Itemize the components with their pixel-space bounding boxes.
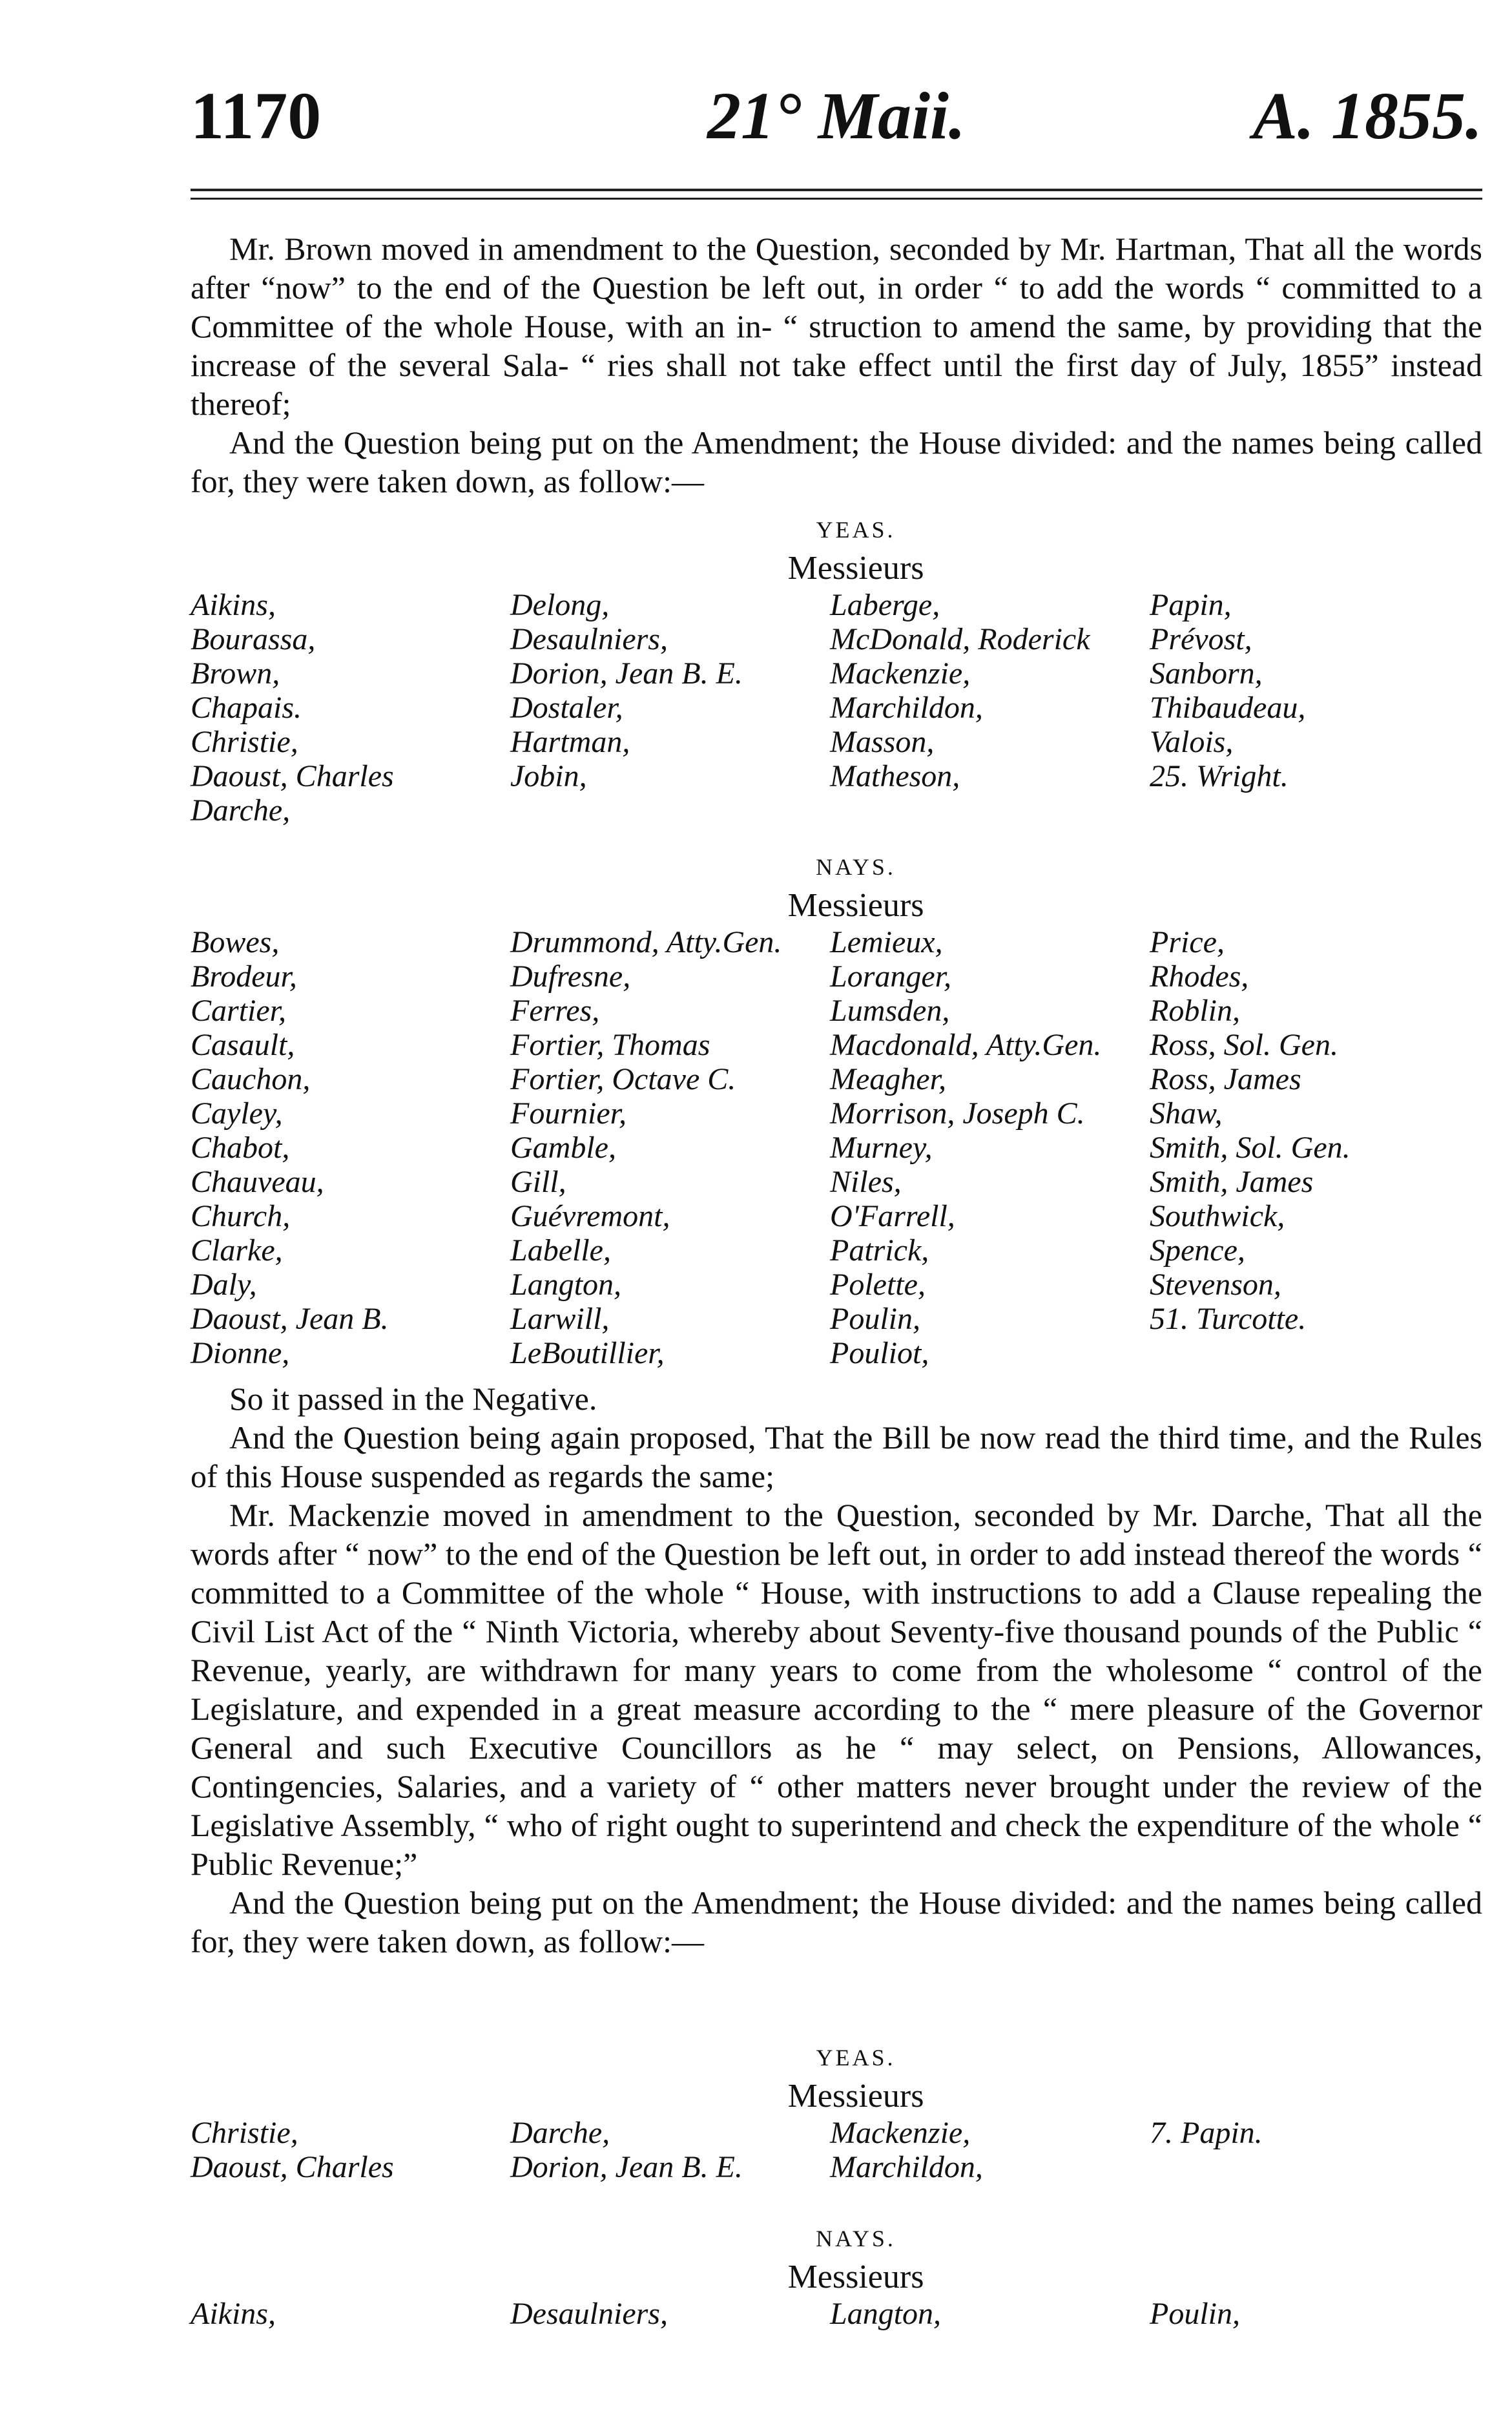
member-name: LeBoutillier,: [510, 1336, 665, 1370]
member-name: Polette,: [830, 1268, 926, 1302]
nays-label: NAYS.: [816, 854, 896, 880]
member-name: Darche,: [191, 793, 291, 828]
member-name: Chapais.: [191, 691, 302, 725]
yeas-name-list: [191, 588, 1482, 828]
member-name: Dorion, Jean B. E.: [510, 656, 743, 691]
member-name: Matheson,: [830, 759, 960, 793]
member-name: Sanborn,: [1150, 656, 1263, 691]
division-1-intro: And the Question being put on the Amendment; the House divided: and the names being called for, they were taken down, as follow:—: [191, 424, 1482, 499]
member-name: Spence,: [1150, 1233, 1245, 1268]
division-2-nays: [191, 2219, 1482, 2331]
member-name: Thibaudeau,: [1150, 691, 1306, 725]
member-name: Mackenzie,: [830, 656, 971, 691]
member-name: Price,: [1150, 925, 1225, 959]
member-name: Larwill,: [510, 1302, 610, 1336]
nays-name-list: [191, 2297, 1482, 2331]
messieurs-label: Messieurs: [787, 2259, 924, 2295]
messieurs-label: Messieurs: [787, 550, 924, 587]
member-name: [1150, 793, 1482, 828]
page-number: 1170: [191, 79, 322, 153]
member-name: [1150, 2150, 1482, 2184]
member-name: 7. Papin.: [1150, 2116, 1263, 2150]
member-name: Rhodes,: [1150, 959, 1249, 994]
member-name: Fortier, Octave C.: [510, 1062, 736, 1096]
member-name: Hartman,: [510, 725, 630, 759]
member-name: Poulin,: [1150, 2297, 1240, 2331]
member-name: Daly,: [191, 1268, 257, 1302]
member-name: Fortier, Thomas: [510, 1028, 710, 1062]
member-name: Chauveau,: [191, 1165, 324, 1199]
member-name: Casault,: [191, 1028, 295, 1062]
member-name: [1150, 1336, 1482, 1370]
member-name: Aikins,: [191, 2297, 276, 2331]
division-2-intro: And the Question being put on the Amendment; the House divided: and the names being called for, they were taken down, as follow:—: [191, 1885, 1482, 1959]
member-name: Smith, Sol. Gen.: [1150, 1131, 1351, 1165]
member-name: Laberge,: [830, 588, 940, 622]
member-name: Aikins,: [191, 588, 276, 622]
member-name: Cayley,: [191, 1096, 283, 1131]
yeas-name-list: [191, 2116, 1482, 2184]
member-name: Ross, James: [1150, 1062, 1301, 1096]
member-name: Drummond, Atty.Gen.: [510, 925, 782, 959]
member-name: Roblin,: [1150, 994, 1240, 1028]
member-name: O'Farrell,: [830, 1199, 955, 1233]
member-name: Valois,: [1150, 725, 1234, 759]
member-name: Christie,: [191, 725, 298, 759]
division-2-yeas: [191, 2038, 1482, 2184]
header-year: A. 1855.: [1252, 79, 1482, 153]
member-name: Meagher,: [830, 1062, 946, 1096]
member-name: Cartier,: [191, 994, 287, 1028]
member-name: Patrick,: [830, 1233, 929, 1268]
amendment-1-paragraph: Mr. Brown moved in amendment to the Question, seconded by Mr. Hartman, That all the words after “now” to the end of the Question be left out, in order “ to add the words “ committed to a Committee of the whole House, with an in- “ struction to amend the same, by providing that the increase of the several Sala- “ ries shall not take effect until the first day of July, 1855” instead thereof;: [191, 231, 1482, 422]
member-name: Macdonald, Atty.Gen.: [830, 1028, 1102, 1062]
member-name: Marchildon,: [830, 691, 983, 725]
member-name: [830, 793, 1150, 828]
member-name: Papin,: [1150, 588, 1232, 622]
member-name: Dorion, Jean B. E.: [510, 2150, 743, 2184]
member-name: Smith, James: [1150, 1165, 1314, 1199]
member-name: Prévost,: [1150, 622, 1252, 656]
member-name: Brown,: [191, 656, 280, 691]
member-name: Daoust, Charles: [191, 759, 394, 793]
member-name: Daoust, Charles: [191, 2150, 394, 2184]
amendment-2-block: [191, 1379, 1482, 1961]
member-name: Langton,: [510, 1268, 622, 1302]
member-name: Bowes,: [191, 925, 280, 959]
member-name: Christie,: [191, 2116, 298, 2150]
member-name: Niles,: [830, 1165, 902, 1199]
division-1-yeas: [191, 510, 1482, 828]
member-name: Guévremont,: [510, 1199, 670, 1233]
member-name: Poulin,: [830, 1302, 920, 1336]
member-name: Ferres,: [510, 994, 600, 1028]
member-name: Lemieux,: [830, 925, 943, 959]
member-name: 51. Turcotte.: [1150, 1302, 1307, 1336]
member-name: Fournier,: [510, 1096, 627, 1131]
member-name: Langton,: [830, 2297, 942, 2331]
negative-result: So it passed in the Negative.: [229, 1381, 597, 1417]
member-name: Dufresne,: [510, 959, 631, 994]
member-name: [510, 793, 830, 828]
member-name: Morrison, Joseph C.: [830, 1096, 1085, 1131]
member-name: Dionne,: [191, 1336, 290, 1370]
member-name: Clarke,: [191, 1233, 283, 1268]
member-name: Lumsden,: [830, 994, 950, 1028]
amendment-1-block: [191, 229, 1482, 501]
member-name: Darche,: [510, 2116, 610, 2150]
division-1-nays: [191, 848, 1482, 1370]
member-name: 25. Wright.: [1150, 759, 1289, 793]
question-proposed-paragraph: And the Question being again proposed, That the Bill be now read the third time, and the Rules of this House suspended as regards the same;: [191, 1419, 1482, 1494]
yeas-label: YEAS.: [816, 517, 896, 543]
member-name: Southwick,: [1150, 1199, 1285, 1233]
messieurs-label: Messieurs: [787, 887, 924, 924]
nays-name-list: [191, 925, 1482, 1370]
member-name: Gill,: [510, 1165, 566, 1199]
header-rule: [191, 189, 1482, 191]
header-rule-double: [191, 198, 1482, 200]
yeas-label: YEAS.: [816, 2045, 896, 2071]
member-name: Bourassa,: [191, 622, 316, 656]
member-name: Dostaler,: [510, 691, 623, 725]
member-name: Church,: [191, 1199, 291, 1233]
page-header: [191, 78, 1482, 155]
member-name: Murney,: [830, 1131, 933, 1165]
member-name: Cauchon,: [191, 1062, 311, 1096]
member-name: Pouliot,: [830, 1336, 929, 1370]
member-name: Stevenson,: [1150, 1268, 1281, 1302]
amendment-2-paragraph: Mr. Mackenzie moved in amendment to the Question, seconded by Mr. Darche, That all the words after “ now” to the end of the Question be left out, in order to add instead thereof the words “ committed to a Committee of the whole “ House, with instructions to add a Clause repealing the Civil List Act of the “ Ninth Victoria, whereby about Seventy-five thousand pounds of the Public “ Revenue, yearly, are withdrawn for many years to come from the wholesome “ control of the Legislature, and expended in a great measure according to the “ mere pleasure of the Governor General and such Executive Councillors as he “ may select, on Pensions, Allowances, Contingencies, Salaries, and a variety of “ other matters never brought under the review of the Legislative Assembly, “ who of right ought to superintend and check the expenditure of the whole “ Public Revenue;”: [191, 1497, 1482, 1882]
member-name: Desaulniers,: [510, 622, 668, 656]
member-name: Gamble,: [510, 1131, 616, 1165]
member-name: McDonald, Roderick: [830, 622, 1090, 656]
member-name: Desaulniers,: [510, 2297, 668, 2331]
nays-label: NAYS.: [816, 2226, 896, 2251]
member-name: Loranger,: [830, 959, 952, 994]
member-name: Marchildon,: [830, 2150, 983, 2184]
member-name: Labelle,: [510, 1233, 611, 1268]
messieurs-label: Messieurs: [787, 2078, 924, 2115]
header-date: 21° Maii.: [707, 79, 966, 153]
member-name: Shaw,: [1150, 1096, 1223, 1131]
member-name: Masson,: [830, 725, 935, 759]
member-name: Mackenzie,: [830, 2116, 971, 2150]
member-name: Daoust, Jean B.: [191, 1302, 389, 1336]
member-name: Jobin,: [510, 759, 587, 793]
member-name: Delong,: [510, 588, 610, 622]
member-name: Brodeur,: [191, 959, 297, 994]
member-name: Ross, Sol. Gen.: [1150, 1028, 1338, 1062]
member-name: Chabot,: [191, 1131, 290, 1165]
